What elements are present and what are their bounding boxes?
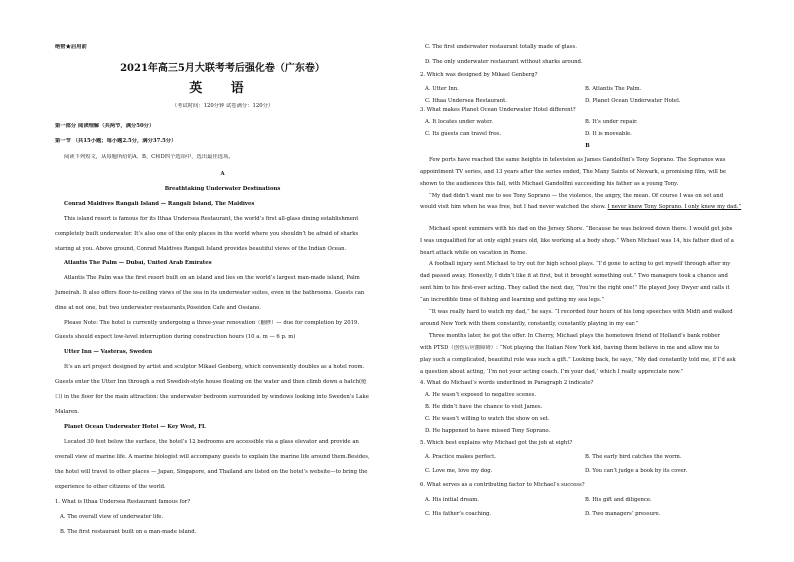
underlined-quote: I never knew Tony Soprano. I only knew my dad.” [607, 204, 742, 210]
paragraph-line: with PTSD（创伤后应激障碍）: “Not playing the Italian New York kid, having them believe in me and allow me to [420, 345, 720, 351]
paragraph-line: Located 30 feet below the surface, the hotel’s 12 bedrooms are accessible via a glass elevator and provide an [64, 439, 359, 445]
subject-title: 英 语 [189, 81, 256, 96]
paragraph-line: heart attack while on vacation in Rome. [420, 250, 528, 256]
secret-label: 绝密★启用前 [55, 44, 87, 50]
question-5-option-b: B. The early bird catches the worm. [585, 454, 682, 460]
paragraph-line: Few ports have reached the same heights in television as James Gandolfini’s Tony Soprano. The Sopranos was [429, 157, 726, 163]
paragraph-line: appointment TV series, and 13 years after the series ended, The Many Saints of Newark, a promising film, will be [420, 169, 727, 175]
paragraph-line: Please Note: The hotel is currently undergoing a three-year renovation（翻修）— due for completion by 2019. [64, 320, 360, 326]
instruction: 阅读下列短文，从每题所给的A、B、C和D四个选项中，选出最佳选项。 [64, 154, 234, 160]
paragraph-line: I was unqualified for at only eight years old, like working at a body shop.” When Michael was 14, his father died of a [420, 238, 734, 244]
question-4-option-a: A. He wasn’t exposed to negative scenes. [425, 392, 537, 398]
paragraph-line: overall view of marine life. A marine biologist will accompany guests to explain the marine life around them.Besides, [55, 454, 370, 460]
question-1-option-b: B. The first restaurant built on a man-made island. [60, 529, 197, 535]
atlantis-heading: Atlantis The Palm — Dubai, United Arab Emirates [64, 260, 212, 266]
paragraph-line: This island resort is famous for its Ithaa Undersea Restaurant, the world’s first all-glass dining establishment [64, 216, 359, 222]
paragraph-line: “My dad didn’t want me to see Tony Soprano — the violence, the angry, the mean. Of course I was on set and [429, 193, 724, 199]
paragraph-line: a question about acting, ‘I’m not your acting coach. I’m your dad,’ which I really appreciate now.” [420, 369, 684, 375]
part-heading: 第一部分 阅读理解（共两节，满分50分） [55, 123, 155, 129]
question-1-option-d: D. The only underwater restaurant without sharks around. [425, 59, 583, 65]
passage-a-title: Breathtaking Underwater Destinations [164, 186, 281, 192]
paragraph-line: play such a complicated, beautiful role was such a gift.” Looking back, he says, “My dad constantly told me, if I’d ask [420, 357, 736, 363]
passage-b-letter: B [585, 143, 590, 149]
paragraph-line: Michael spent summers with his dad on the Jersey Shore. “Because he was beloved down there. I would get jobs [429, 226, 733, 232]
passage-a-letter: A [220, 171, 225, 177]
paragraph-line: Three months later, he got the offer. In Cherry, Michael plays the hometown friend of Holland’s bank robber [429, 333, 721, 339]
paragraph-line: A football injury sent Michael to try out for high school plays. “I’d gone to acting to get myself through after my [429, 261, 731, 267]
question-3-option-a: A. It locates under water. [425, 119, 493, 125]
paragraph-line: It’s an art project designed by artist and sculptor Mikael Genberg, which conveniently doubles as a hotel room. [64, 364, 365, 370]
question-6-option-d: D. Two managers’ pressure. [585, 511, 661, 517]
exam-info: （考试时间：120分钟 试卷满分：120分） [171, 103, 274, 109]
question-2-option-a: A. Utter Inn. [425, 86, 459, 92]
question-4-option-b: B. He didn’t have the chance to visit James. [425, 404, 543, 410]
question-3-options-row [420, 131, 755, 138]
question-3-stem: 3. What makes Planet Ocean Underwater Hotel different? [420, 107, 576, 113]
paragraph-line: Guests should expect low-level interruption during construction hours (10 a. m — 6 p. m) [55, 334, 296, 340]
question-5-options-row [420, 468, 755, 475]
question-5-option-d: D. You can’t judge a book by its cover. [585, 468, 688, 474]
paragraph-line: 口) in the floor for the main attraction: the underwater bedroom surrounded by windows looking into Sweden’s Lake [55, 394, 369, 400]
question-6-stem: 6. What serves as a contributing factor to Michael’s success? [420, 482, 585, 488]
question-4-option-d: D. He happened to have missed Tony Soprano. [425, 428, 551, 434]
conrad-heading: Conrad Maldives Rangali Island — Rangali Island, The Maldives [64, 201, 255, 207]
question-2-stem: 2. Which was designed by Mikael Genberg? [420, 72, 538, 78]
question-6-options-row [420, 497, 755, 504]
paragraph-line: completely built underwater. It’s also one of the only places in the world where you shouldn’t be afraid of sharks [55, 231, 359, 237]
question-3-option-c: C. Its guests can travel free. [425, 131, 502, 137]
paragraph-line: dine at not one, but two underwater restaurants,Poseidon Cafe and Ossiano. [55, 305, 261, 311]
paragraph-line: Jumeirah. It also offers floor-to-ceiling views of the sea in its underwater suites, even in the bathrooms. Guests can [55, 290, 365, 296]
paragraph-line [420, 204, 755, 211]
paragraph-line: around New York with them constantly, constantly, constantly playing in my ear.” [420, 321, 639, 327]
question-1-option-a: A. The overall view of underwater life. [60, 514, 164, 520]
question-1-stem: 1. What is Ithaa Undersea Restaurant famous for? [55, 499, 191, 505]
paragraph-line: Atlantis The Palm was the first resort built on an island and lies on the world’s largest man-made island, Palm [64, 275, 360, 281]
question-1-option-c: C. The first underwater restaurant totally made of glass. [425, 44, 577, 50]
question-3-options-row [420, 119, 755, 126]
planet-heading: Planet Ocean Underwater Hotel — Key West, FL [64, 424, 206, 430]
question-5-stem: 5. Which best explains why Michael got the job at eight? [420, 440, 573, 446]
question-6-option-b: B. His gift and diligence. [585, 497, 652, 503]
section-heading: 第一节 （共15小题；每小题2.5分，满分37.5分） [55, 138, 177, 144]
question-6-option-a: A. His initial dream. [425, 497, 479, 503]
paragraph-line: Guests enter the Utter Inn through a red Swedish-style house floating on the water and then climb down a hatch(舱 [55, 379, 367, 385]
paragraph-line: “It was really hard to watch my dad,” he says. “I recorded four hours of his long speeches with Midfi and walked [429, 309, 733, 315]
question-2-options-row [420, 98, 755, 105]
question-2-options-row [420, 86, 755, 93]
paragraph-line: “an incredible time of fishing and learning and getting my sea legs.” [420, 297, 605, 303]
paragraph-text: would visit him when he was free, but I had never watched the show. [420, 204, 606, 210]
paragraph-line: dad passed away. Honestly, I didn’t like it at first, but it brought something out.” Two managers took a chance and [420, 273, 728, 279]
question-5-option-c: C. Love me, love my dog. [425, 468, 493, 474]
paragraph-line: sent him to his first-ever acting. They called the next day, “You’re the right one!” He played Joey Dwyer and calls it [420, 285, 730, 291]
question-2-option-d: D. Planet Ocean Underwater Hotel. [585, 98, 681, 104]
paragraph-line: Malaren. [55, 409, 80, 415]
paragraph-line: shown to the audiences this fall, with Michael Gandolfini succeeding his father as a young Tony. [420, 181, 679, 187]
exam-title: 2021年高三5月大联考考后强化卷（广东卷） [120, 63, 325, 74]
question-2-option-b: B. Atlantis The Palm. [585, 86, 642, 92]
paragraph-line: staring at you. Above ground, Conrad Maldives Rangali Island provides beautiful views of the Indian Ocean. [55, 246, 347, 252]
question-3-option-d: D. It is moveable. [585, 131, 632, 137]
paragraph-line: the hotel will travel to other places — Japan, Singapore, and Thailand are listed on the hotel’s website—to bring the [55, 469, 368, 475]
question-6-options-row [420, 511, 755, 518]
question-5-option-a: A. Practice makes perfect. [425, 454, 496, 460]
question-2-option-c: C. Ithaa Undersea Restaurant. [425, 98, 507, 104]
question-5-options-row [420, 454, 755, 461]
question-3-option-b: B. It’s under repair. [585, 119, 638, 125]
utter-heading: Utter Inn — Vasteras, Sweden [64, 349, 153, 355]
paragraph-line: experience to other citizens of the world. [55, 484, 166, 490]
question-6-option-c: C. His father’s coaching. [425, 511, 492, 517]
question-4-option-c: C. He wasn’t willing to watch the show on set. [425, 416, 550, 422]
question-4-stem: 4. What do Michael’s words underlined in Paragraph 2 indicate? [420, 380, 594, 386]
